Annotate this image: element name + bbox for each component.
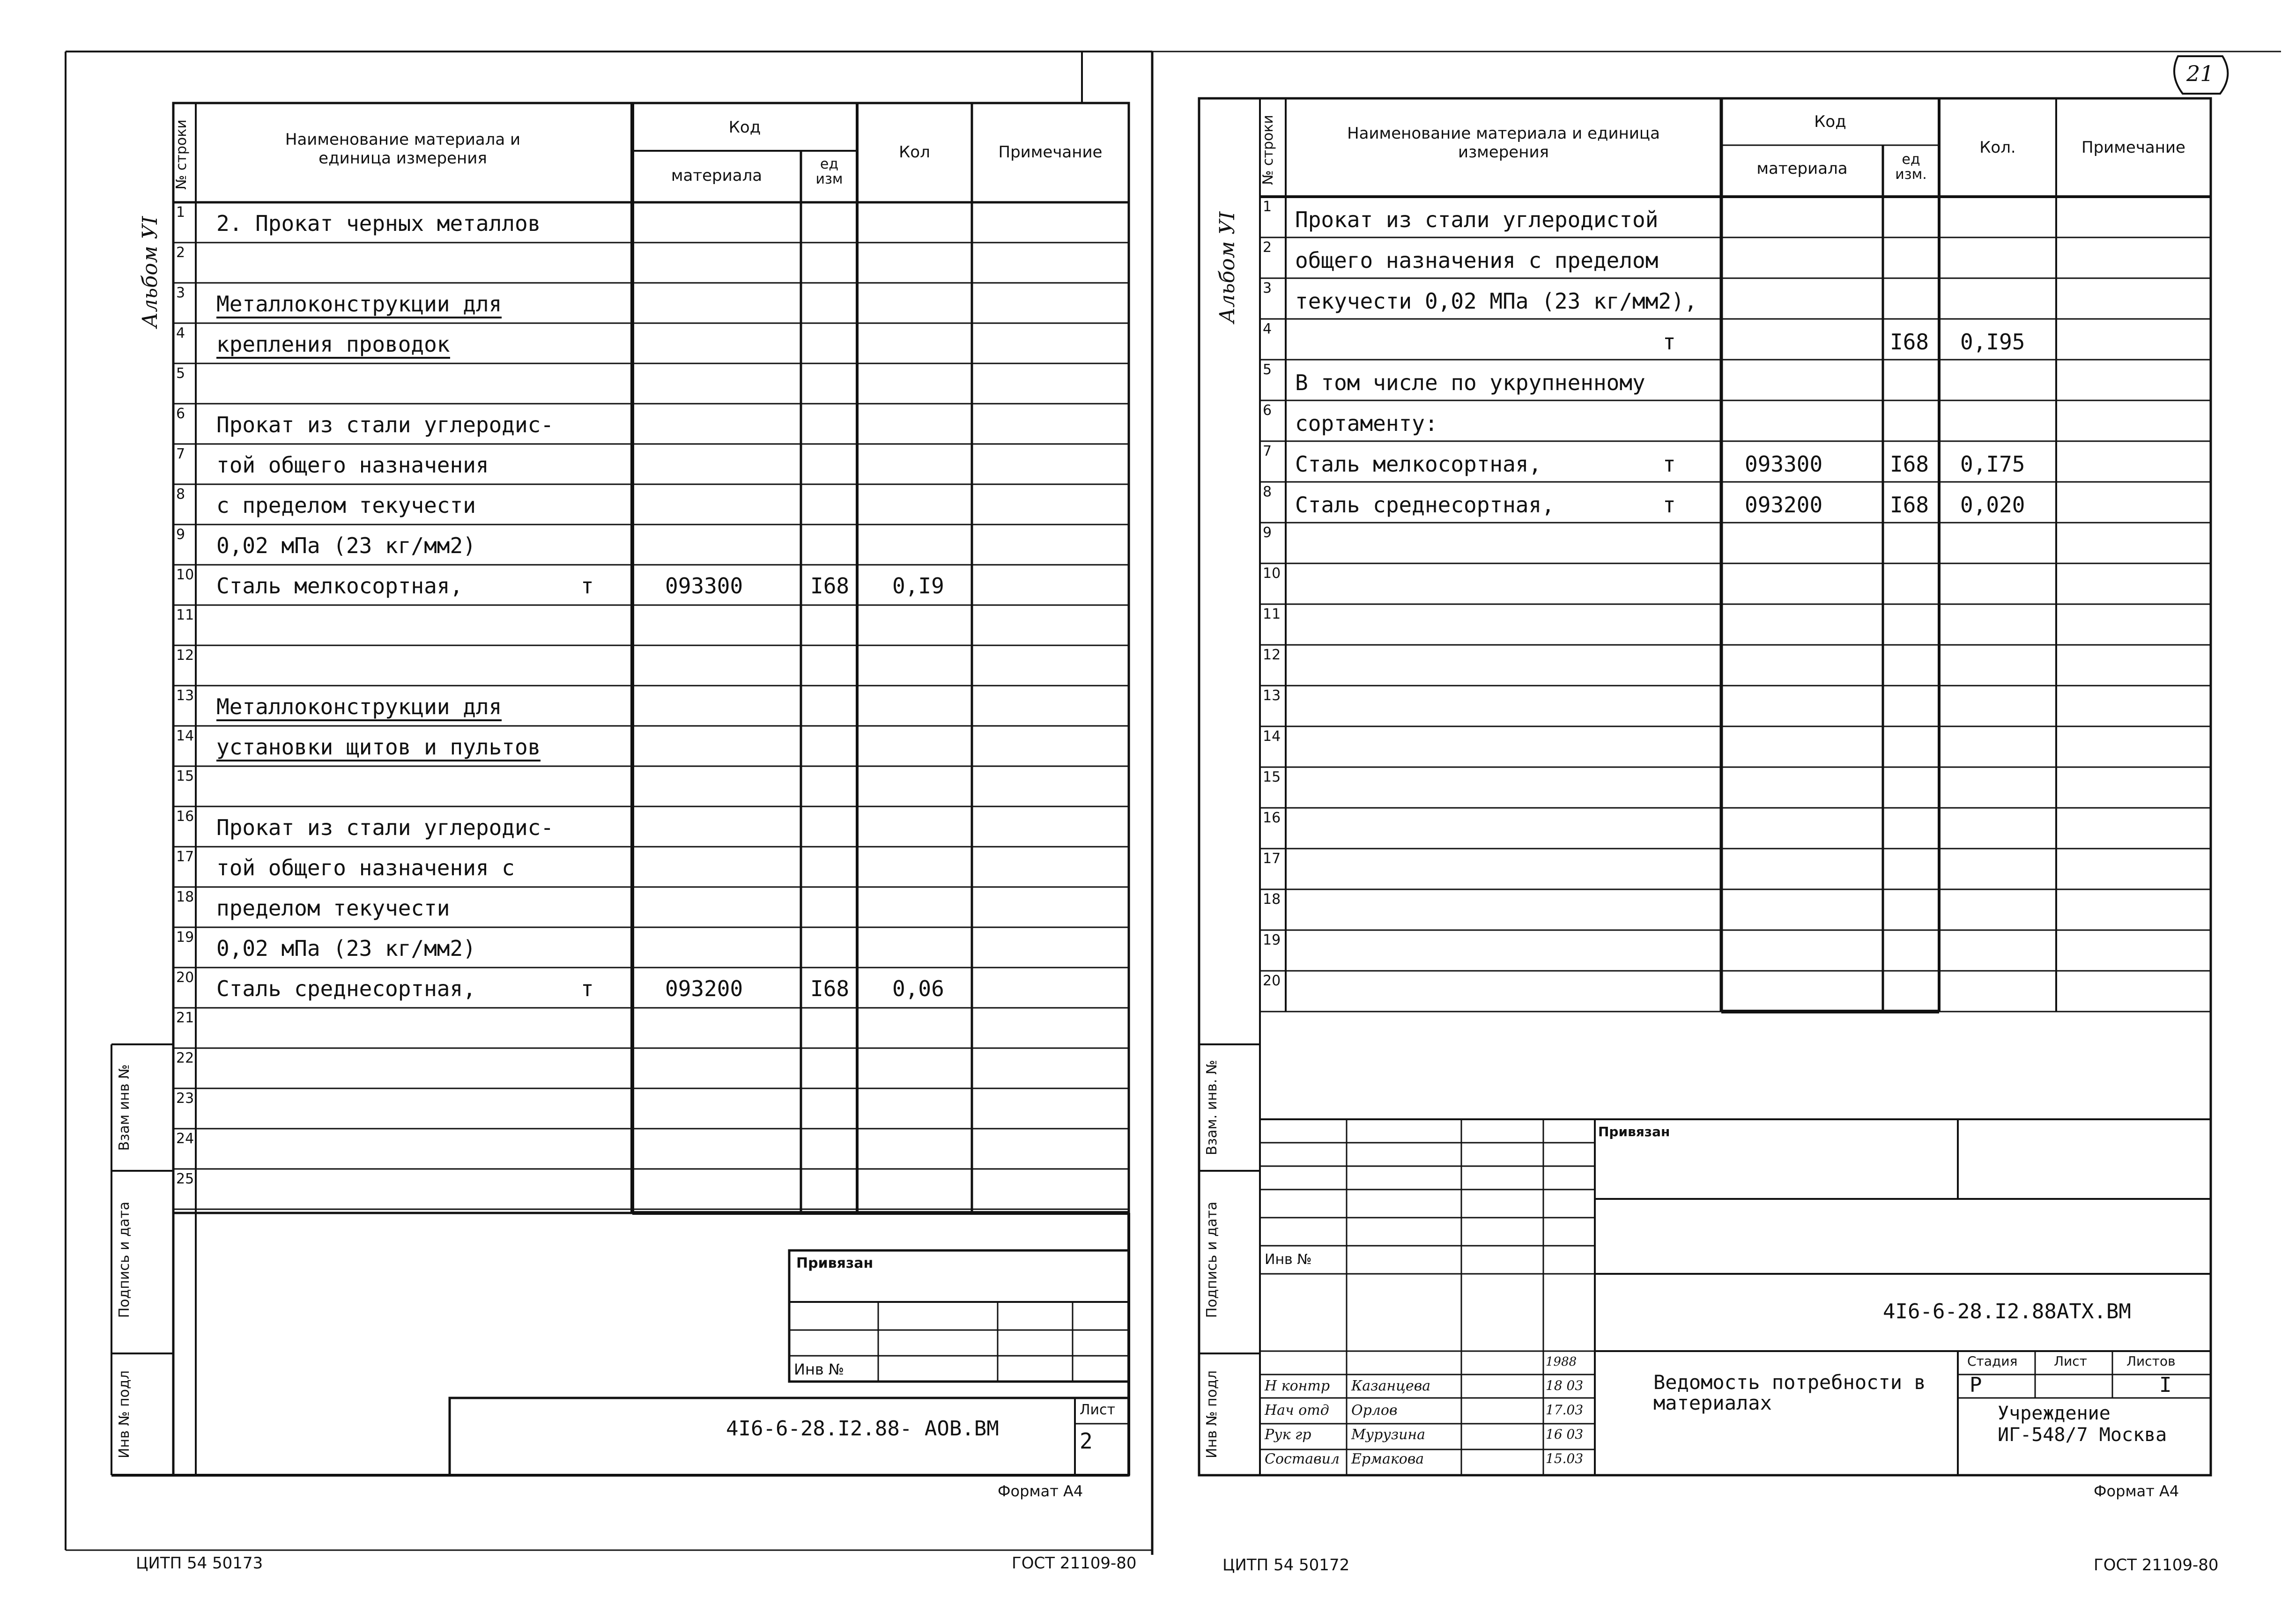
left-header-material: материала <box>671 166 763 185</box>
row-name: Металлоконструкции для <box>216 694 502 721</box>
row-name: крепления проводок <box>216 332 450 359</box>
row-name: Сталь среднесортная, <box>216 976 476 1001</box>
right-footer-code: ЦИТП 54 50172 <box>1222 1556 1350 1574</box>
right-stage-label: Стадия <box>1967 1353 2018 1369</box>
row-name: Сталь среднесортная, <box>1295 492 1555 517</box>
signer-name: Орлов <box>1351 1402 1398 1419</box>
row-number: 9 <box>1263 525 1272 541</box>
row-number: 9 <box>176 526 185 543</box>
row-code: 093300 <box>1745 451 1823 477</box>
row-number: 6 <box>1263 402 1272 419</box>
row-name: Сталь мелкосортная, <box>1295 451 1542 477</box>
row-number: 15 <box>176 768 194 784</box>
row-number: 13 <box>176 687 194 704</box>
row-name: сортаменту: <box>1295 411 1438 436</box>
row-number: 12 <box>1263 647 1281 663</box>
row-name: Прокат из стали углеродис- <box>216 412 554 437</box>
right-header-row-no: № строки <box>1260 115 1276 185</box>
row-number: 1 <box>1263 199 1272 215</box>
right-doc-title: Ведомость потребности в материалах <box>1653 1371 1926 1414</box>
row-number: 16 <box>176 808 194 825</box>
row-name: той общего назначения с <box>216 855 515 880</box>
row-number: 19 <box>1263 932 1281 948</box>
row-name: Прокат из стали углеродис- <box>216 815 554 840</box>
row-number: 22 <box>176 1050 194 1066</box>
row-number: 2 <box>176 244 185 261</box>
row-qty: 0,I9 <box>892 573 944 599</box>
row-qty: 0,020 <box>1960 492 2025 517</box>
right-sheets: I <box>2159 1373 2172 1397</box>
row-name: с пределом текучести <box>216 493 476 518</box>
right-label-inv: Инв № подл <box>1204 1370 1220 1458</box>
row-number: 5 <box>1263 362 1272 378</box>
row-number: 14 <box>1263 728 1281 745</box>
signer-role: Н контр <box>1265 1378 1330 1394</box>
right-label-vzam: Взам. инв. № <box>1204 1060 1220 1155</box>
left-list-label: Лист <box>1080 1402 1116 1418</box>
row-number: 14 <box>176 728 194 744</box>
row-number: 20 <box>176 969 194 986</box>
signer-date: 16 03 <box>1546 1427 1584 1442</box>
row-unit: I68 <box>1890 329 1929 355</box>
row-number: 10 <box>176 567 194 583</box>
row-number: 23 <box>176 1090 194 1107</box>
row-number: 5 <box>176 365 185 382</box>
left-label-vzam: Взам инв № <box>116 1064 133 1151</box>
row-qty: 0,I75 <box>1960 451 2025 477</box>
left-stamp-privyazan: Привязан <box>796 1255 874 1271</box>
signer-name: Ермакова <box>1351 1451 1424 1467</box>
signer-date: 17.03 <box>1546 1402 1584 1418</box>
signer-date: 18 03 <box>1546 1378 1584 1393</box>
row-name: той общего назначения <box>216 452 489 478</box>
signer-name: Мурузина <box>1351 1427 1426 1443</box>
left-header-qty: Кол <box>899 143 930 162</box>
row-number: 21 <box>176 1010 194 1026</box>
signer-role: Составил <box>1265 1451 1340 1467</box>
left-header-row-no: № строки <box>173 119 190 190</box>
left-list-no: 2 <box>1080 1428 1093 1454</box>
right-header-name: Наименование материала и единица измерения <box>1347 124 1660 162</box>
left-header-name: Наименование материала и единица измерения <box>285 130 521 168</box>
signer-name: Казанцева <box>1351 1378 1431 1394</box>
right-org: Учреждение ИГ-548/7 Москва <box>1998 1403 2167 1446</box>
row-number: 17 <box>1263 850 1281 867</box>
row-number: 11 <box>176 607 194 623</box>
row-number: 12 <box>176 647 194 664</box>
row-name: пределом текучести <box>216 895 450 921</box>
row-qty: 0,I95 <box>1960 329 2025 355</box>
right-header-qty: Кол. <box>1979 138 2016 157</box>
left-header-unit: ед изм <box>815 156 843 187</box>
row-unit: I68 <box>1890 451 1929 477</box>
row-number: 24 <box>176 1131 194 1147</box>
row-name: текучести 0,02 МПа (23 кг/мм2), <box>1295 288 1697 314</box>
row-number: 3 <box>1263 280 1272 296</box>
right-sheets-label: Листов <box>2126 1353 2176 1369</box>
row-number: 19 <box>176 929 194 946</box>
row-code: 093300 <box>665 573 743 599</box>
right-stage: Р <box>1970 1373 1982 1397</box>
right-sheet-label: Лист <box>2054 1353 2087 1369</box>
row-unit-mark: т <box>1663 451 1676 477</box>
row-number: 7 <box>176 446 185 462</box>
signer-date: 15.03 <box>1546 1451 1584 1466</box>
right-header-unit: ед изм. <box>1895 151 1927 183</box>
right-footer-gost: ГОСТ 21109-80 <box>2094 1556 2219 1574</box>
row-name: 0,02 мПа (23 кг/мм2) <box>216 533 476 558</box>
row-unit-mark: т <box>1663 329 1676 355</box>
right-header-note: Примечание <box>2081 138 2185 157</box>
row-qty: 0,06 <box>892 976 944 1001</box>
row-number: 4 <box>176 325 185 341</box>
row-code: 093200 <box>1745 492 1823 517</box>
left-header-code: Код <box>728 118 761 137</box>
row-unit-mark: т <box>1663 492 1676 517</box>
row-code: 093200 <box>665 976 743 1001</box>
row-number: 25 <box>176 1171 194 1187</box>
row-unit: I68 <box>1890 492 1929 517</box>
row-number: 18 <box>1263 891 1281 908</box>
signer-role: Нач отд <box>1265 1402 1329 1419</box>
right-header-code: Код <box>1814 112 1846 131</box>
row-number: 1 <box>176 204 185 221</box>
left-label-inv: Инв № подл <box>116 1370 133 1458</box>
row-name: установки щитов и пультов <box>216 734 541 761</box>
row-name: 2. Прокат черных металлов <box>216 211 541 236</box>
left-format: Формат А4 <box>998 1482 1083 1500</box>
row-number: 8 <box>1263 484 1272 500</box>
right-stamp-year: 1988 <box>1546 1355 1577 1369</box>
row-name: Металлоконструкции для <box>216 291 502 318</box>
row-number: 17 <box>176 849 194 865</box>
right-header-material: материала <box>1756 159 1848 178</box>
right-format: Формат А4 <box>2094 1482 2179 1500</box>
row-number: 6 <box>176 406 185 422</box>
row-unit-mark: т <box>581 573 594 599</box>
row-name: общего назначения с пределом <box>1295 248 1659 273</box>
right-album-label: Альбом УI <box>1215 211 1239 323</box>
row-number: 8 <box>176 486 185 503</box>
left-footer-code: ЦИТП 54 50173 <box>136 1554 263 1573</box>
left-label-podpis: Подпись и дата <box>116 1201 133 1318</box>
left-header-note: Примечание <box>998 143 1103 162</box>
row-unit-mark: т <box>581 976 594 1001</box>
left-album-label: Альбом УI <box>138 216 162 328</box>
right-doc-code: 4I6-6-28.I2.88АТХ.ВМ <box>1883 1300 2131 1323</box>
row-unit: I68 <box>810 976 850 1001</box>
row-number: 13 <box>1263 687 1281 704</box>
right-stamp-privyazan: Привязан <box>1598 1124 1670 1139</box>
right-stamp-inv-no: Инв № <box>1265 1251 1312 1268</box>
row-name: Сталь мелкосортная, <box>216 573 463 599</box>
row-name: Прокат из стали углеродистой <box>1295 207 1659 232</box>
row-number: 10 <box>1263 565 1281 582</box>
row-number: 20 <box>1263 973 1281 989</box>
row-unit: I68 <box>810 573 850 599</box>
right-label-podpis: Подпись и дата <box>1204 1201 1220 1318</box>
row-name: В том числе по укрупненному <box>1295 370 1645 395</box>
row-number: 4 <box>1263 321 1272 337</box>
left-stamp-inv-no: Инв № <box>794 1360 844 1378</box>
row-number: 3 <box>176 285 185 301</box>
signer-role: Рук гр <box>1265 1427 1311 1443</box>
row-number: 2 <box>1263 239 1272 256</box>
left-doc-code: 4I6-6-28.I2.88- АОВ.ВМ <box>726 1417 999 1441</box>
row-number: 7 <box>1263 443 1272 459</box>
left-footer-gost: ГОСТ 21109-80 <box>1012 1554 1137 1573</box>
page-number: 21 <box>2186 61 2214 86</box>
row-number: 16 <box>1263 810 1281 826</box>
row-number: 11 <box>1263 606 1281 622</box>
row-number: 15 <box>1263 769 1281 785</box>
row-number: 18 <box>176 889 194 905</box>
row-name: 0,02 мПа (23 кг/мм2) <box>216 936 476 961</box>
